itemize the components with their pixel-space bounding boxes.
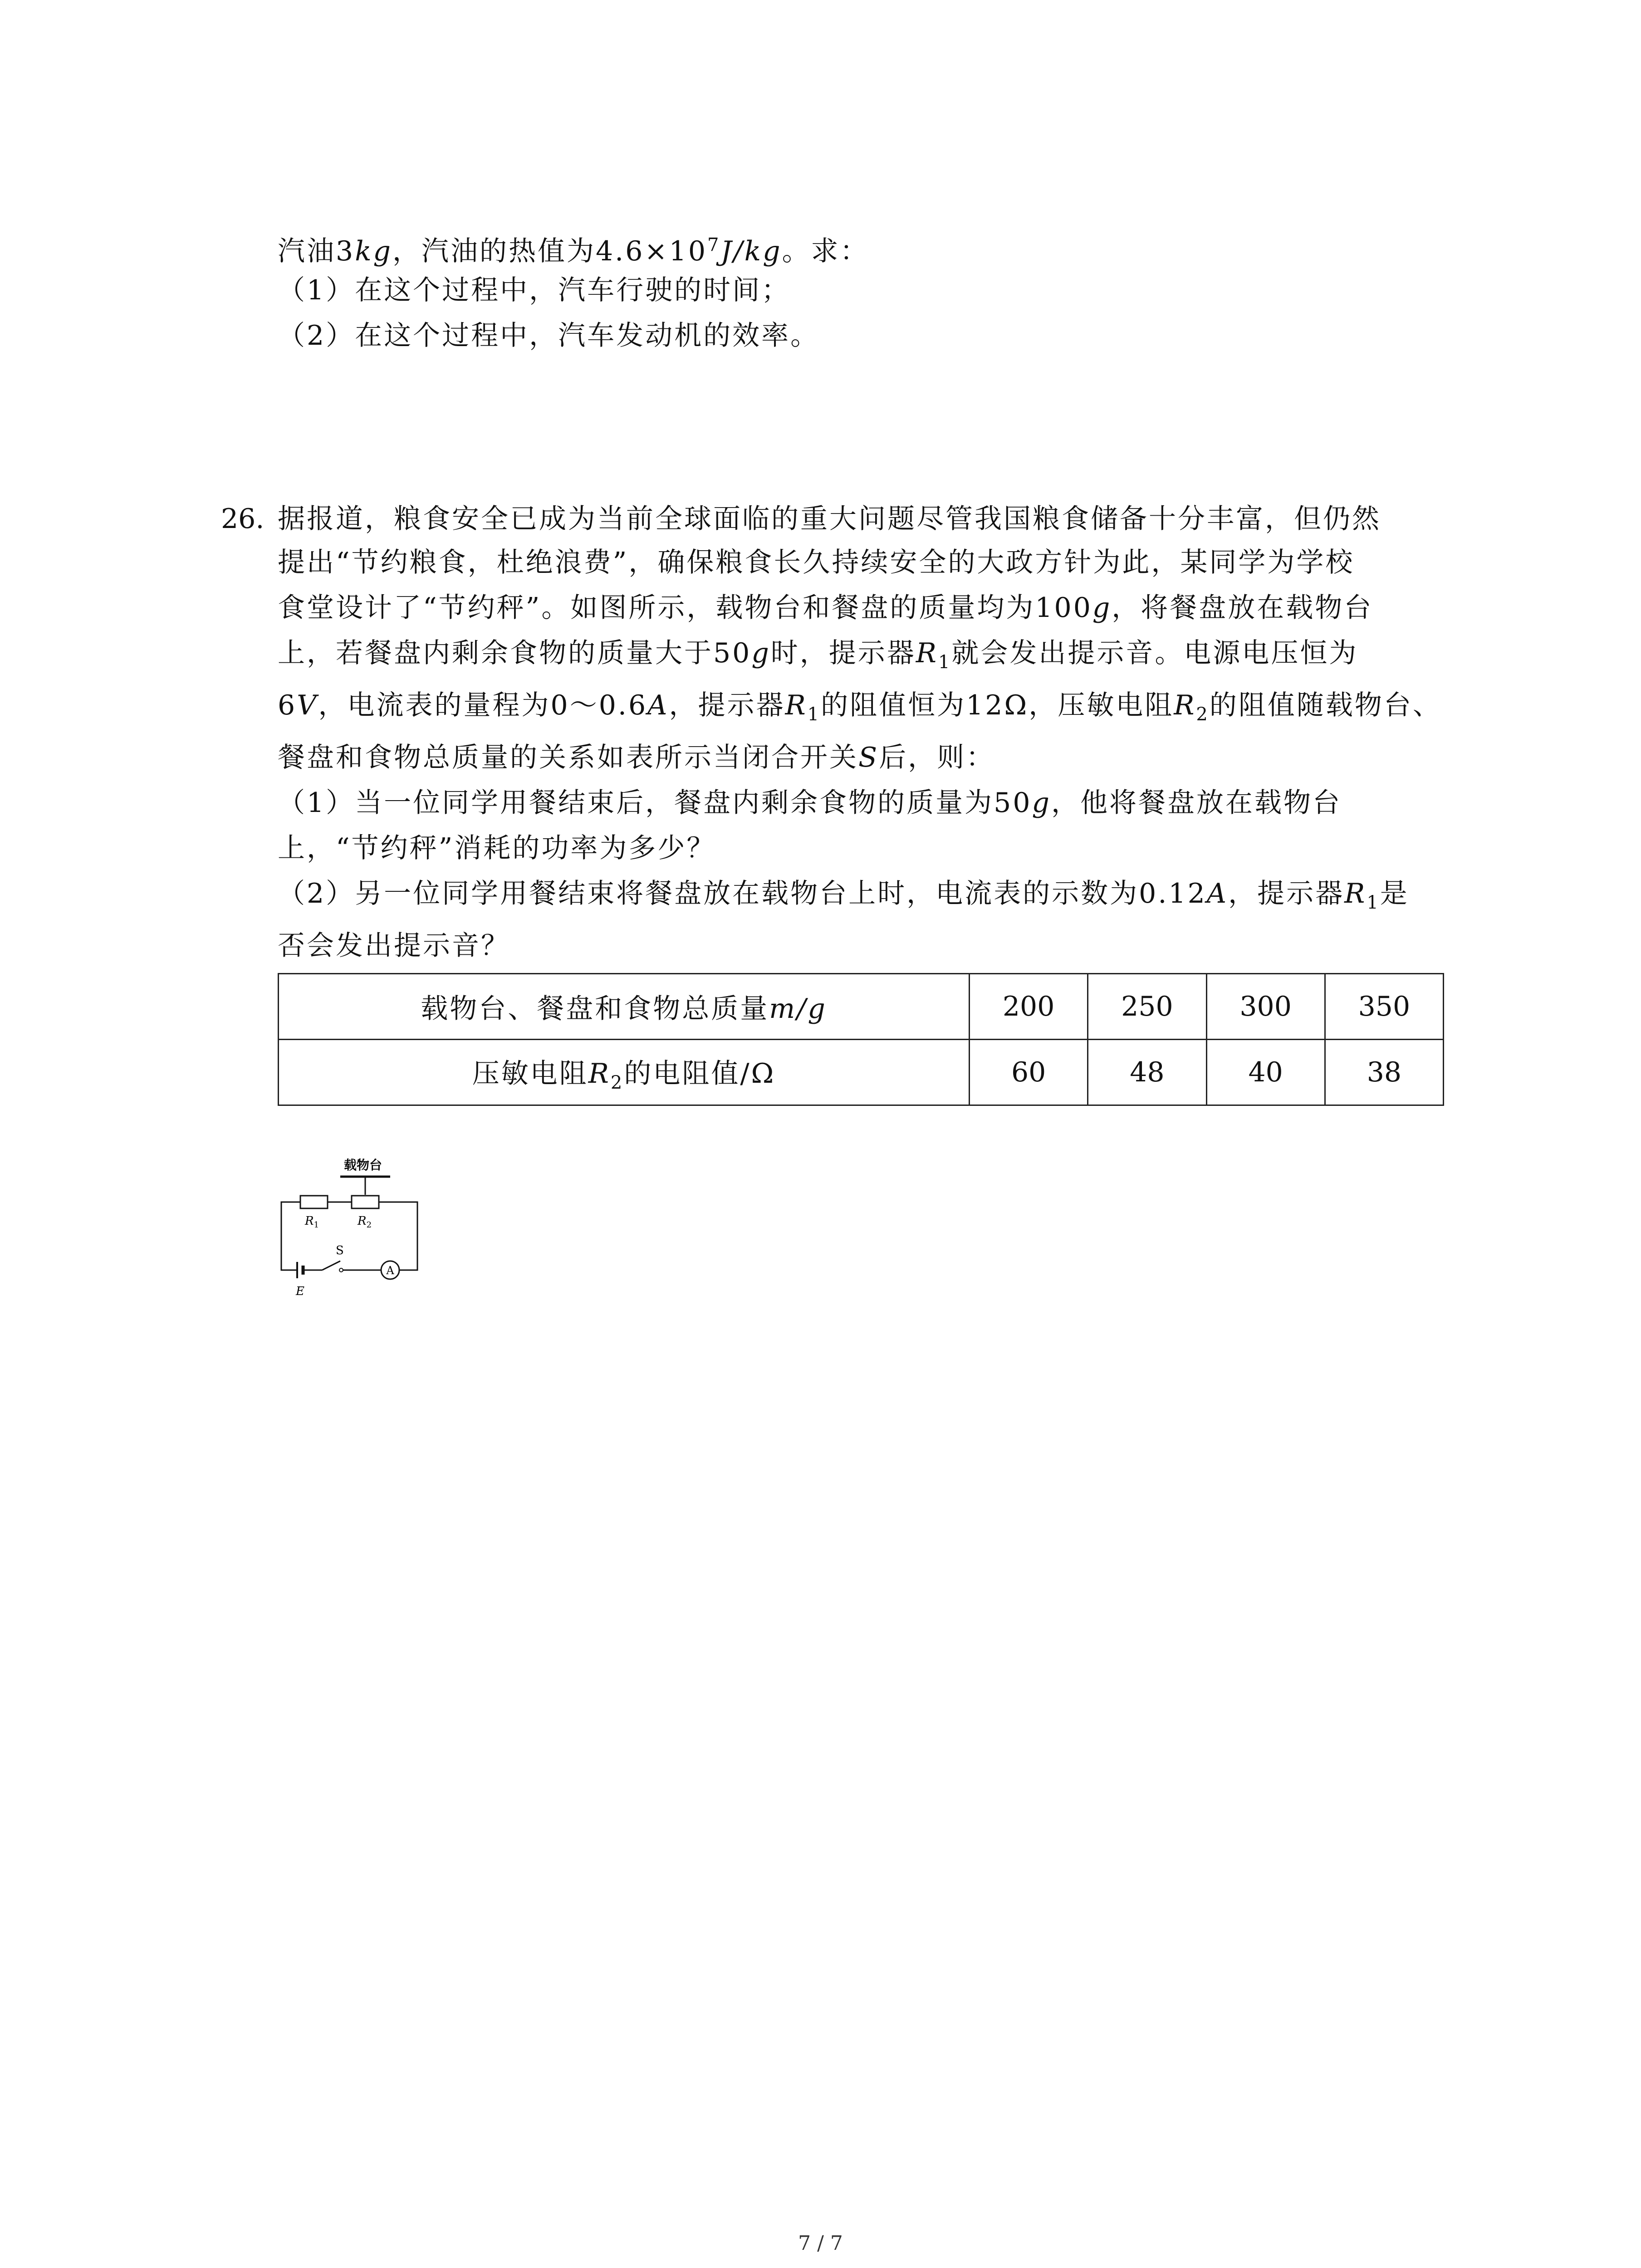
question-number: 26. xyxy=(221,503,265,535)
table-cell: 38 xyxy=(1325,1040,1443,1105)
r2-label: $R_2$ xyxy=(358,1214,372,1230)
resistor-r1 xyxy=(300,1196,328,1208)
table-header-resistance: 压敏电阻$R_2$的电阻值/Ω xyxy=(279,1040,970,1105)
question-line-6: 餐盘和食物总质量的关系如表所示当闭合开关S后，则： xyxy=(278,742,995,773)
prev-question-sub-1: （1）在这个过程中，汽车行驶的时间； xyxy=(278,274,791,306)
page-number: 7 / 7 xyxy=(798,2232,843,2255)
table-cell: 300 xyxy=(1206,974,1325,1040)
part-2-line-2: 否会发出提示音？ xyxy=(278,930,510,962)
question-line-2: 提出“节约粮食，杜绝浪费”，确保粮食长久持续安全的大政方针为此，某同学为学校 xyxy=(278,547,1355,578)
wire-left xyxy=(281,1202,300,1243)
question-line-3: 食堂设计了“节约秤”。如图所示，载物台和餐盘的质量均为100g，将餐盘放在载物台 xyxy=(278,592,1373,624)
part-1-line-1: （1）当一位同学用餐结束后，餐盘内剩余食物的质量为50g，他将餐盘放在载物台 xyxy=(278,787,1342,819)
prev-question-line-1: 汽油3kg，汽油的热值为$4.6\times 10^7J/kg$。求： xyxy=(278,235,869,267)
table-cell: 200 xyxy=(970,974,1088,1040)
platform-label: 载物台 xyxy=(343,1158,382,1173)
table-header-mass: 载物台、餐盘和食物总质量m/g xyxy=(279,974,970,1040)
mass-resistance-table xyxy=(278,973,1444,1106)
question-line-1: 据报道，粮食安全已成为当前全球面临的重大问题尽管我国粮食储备十分丰富，但仍然 xyxy=(278,503,1381,535)
part-2-line-1: （2）另一位同学用餐结束将餐盘放在载物台上时，电流表的示数为0.12A，提示器$R_1$是 xyxy=(278,878,1409,913)
part-1-line-2: 上，“节约秤”消耗的功率为多少？ xyxy=(278,832,716,864)
table-row xyxy=(279,1040,1444,1105)
table-cell: 40 xyxy=(1206,1040,1325,1105)
table-row xyxy=(279,974,1444,1040)
source-label: E xyxy=(296,1285,304,1298)
question-line-5: 6V，电流表的量程为0～0.6A，提示器$R_1$的阻值恒为12Ω，压敏电阻$R_2$的阻值随载物台、 xyxy=(278,689,1442,725)
table-cell: 48 xyxy=(1088,1040,1206,1105)
table-cell: 250 xyxy=(1088,974,1206,1040)
circuit-diagram xyxy=(272,1157,445,1302)
switch-contact xyxy=(339,1268,343,1272)
resistor-r2 xyxy=(352,1196,379,1208)
table-cell: 60 xyxy=(970,1040,1088,1105)
switch-label: S xyxy=(336,1244,344,1257)
wire-right xyxy=(379,1202,417,1243)
table-cell: 350 xyxy=(1325,974,1443,1040)
switch-blade xyxy=(322,1261,340,1270)
ammeter-label: A xyxy=(386,1264,394,1277)
r1-label: $R_1$ xyxy=(305,1214,319,1230)
wire-bottom-left xyxy=(281,1243,297,1270)
wire-bottom-right xyxy=(399,1243,417,1270)
question-line-4: 上，若餐盘内剩余食物的质量大于50g时，提示器$R_1$就会发出提示音。电源电压恒为 xyxy=(278,637,1358,673)
prev-question-sub-2: （2）在这个过程中，汽车发动机的效率。 xyxy=(278,320,820,352)
